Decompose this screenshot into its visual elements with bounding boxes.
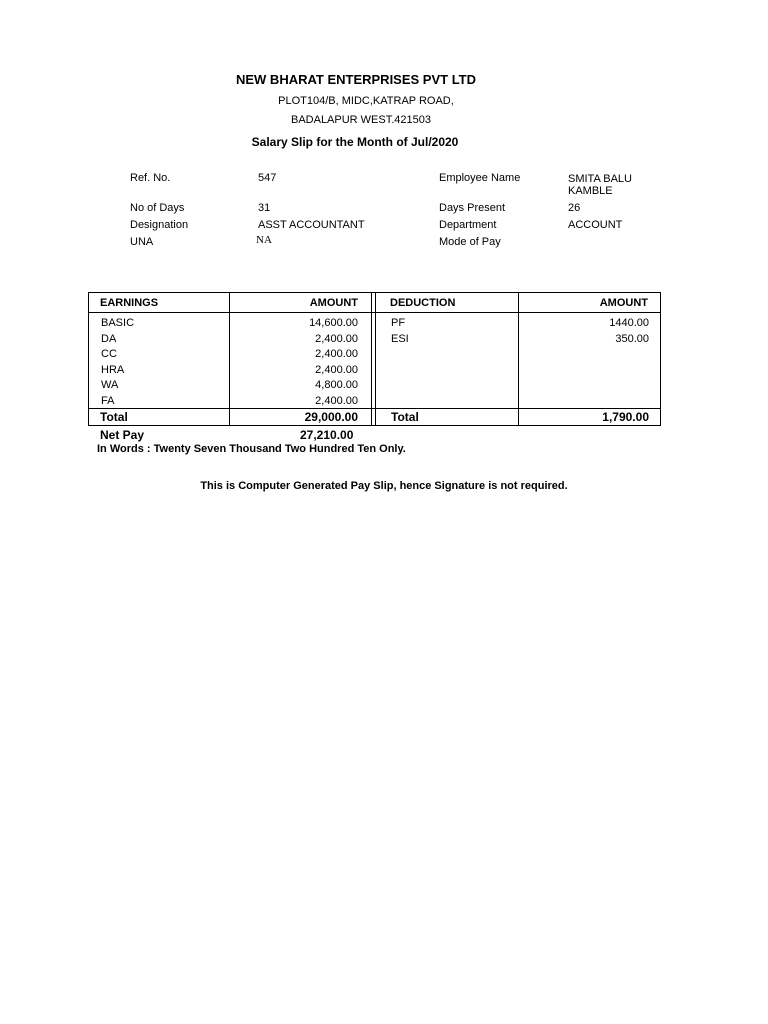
employee-name-line-1: SMITA BALU — [568, 173, 632, 185]
address-line-2: BADALAPUR WEST.421503 — [290, 114, 431, 126]
una-label: UNA — [130, 236, 154, 248]
salary-table — [88, 292, 661, 426]
company-name: NEW BHARAT ENTERPRISES PVT LTD — [235, 72, 477, 87]
earnings-total-value: 29,000.00 — [304, 410, 358, 424]
amount-in-words: In Words : Twenty Seven Thousand Two Hundred Ten Only. — [97, 443, 406, 455]
days-present-label: Days Present — [439, 202, 506, 214]
department-label: Department — [439, 219, 497, 231]
address-line-1: PLOT104/B, MIDC,KATRAP ROAD, — [278, 95, 454, 107]
deductions-total-label: Total — [391, 410, 419, 424]
earning-name: CC — [101, 348, 117, 360]
earnings-total-label: Total — [100, 410, 128, 424]
deduction-header: DEDUCTION — [390, 297, 456, 309]
days-value: 31 — [258, 202, 271, 214]
earning-amount: 4,800.00 — [315, 379, 358, 391]
una-value: NA — [256, 234, 272, 246]
total-divider — [89, 408, 660, 409]
earnings-amount-header: AMOUNT — [309, 297, 358, 309]
employee-name-label: Employee Name — [439, 172, 521, 184]
days-present-value: 26 — [568, 202, 581, 214]
deductions-total-value: 1,790.00 — [602, 410, 649, 424]
earning-name: BASIC — [101, 317, 135, 329]
deduction-amount-header: AMOUNT — [599, 297, 648, 309]
slip-title: Salary Slip for the Month of Jul/2020 — [251, 135, 459, 149]
ref-value: 547 — [258, 172, 277, 184]
earning-name: HRA — [101, 364, 125, 376]
net-pay-value: 27,210.00 — [300, 428, 354, 442]
deduction-amount: 1440.00 — [609, 317, 649, 329]
earning-amount: 14,600.00 — [309, 317, 358, 329]
ref-label: Ref. No. — [130, 172, 171, 184]
earnings-header: EARNINGS — [100, 297, 159, 309]
mode-of-pay-label: Mode of Pay — [439, 236, 501, 248]
earning-amount: 2,400.00 — [315, 364, 358, 376]
net-pay-label: Net Pay — [100, 428, 145, 442]
days-label: No of Days — [130, 202, 185, 214]
designation-label: Designation — [130, 219, 189, 231]
deduction-name: PF — [391, 317, 406, 329]
footer-note: This is Computer Generated Pay Slip, hence Signature is not required. — [200, 480, 568, 492]
department-value: ACCOUNT — [568, 219, 623, 231]
earning-amount: 2,400.00 — [315, 395, 358, 407]
deduction-name: ESI — [391, 333, 409, 345]
header-divider — [89, 312, 660, 313]
deduction-amount: 350.00 — [615, 333, 649, 345]
designation-value: ASST ACCOUNTANT — [258, 219, 365, 231]
earning-name: DA — [101, 333, 117, 345]
employee-name-line-2: KAMBLE — [568, 185, 613, 197]
earning-amount: 2,400.00 — [315, 333, 358, 345]
earning-amount: 2,400.00 — [315, 348, 358, 360]
earning-name: FA — [101, 395, 115, 407]
earning-name: WA — [101, 379, 119, 391]
